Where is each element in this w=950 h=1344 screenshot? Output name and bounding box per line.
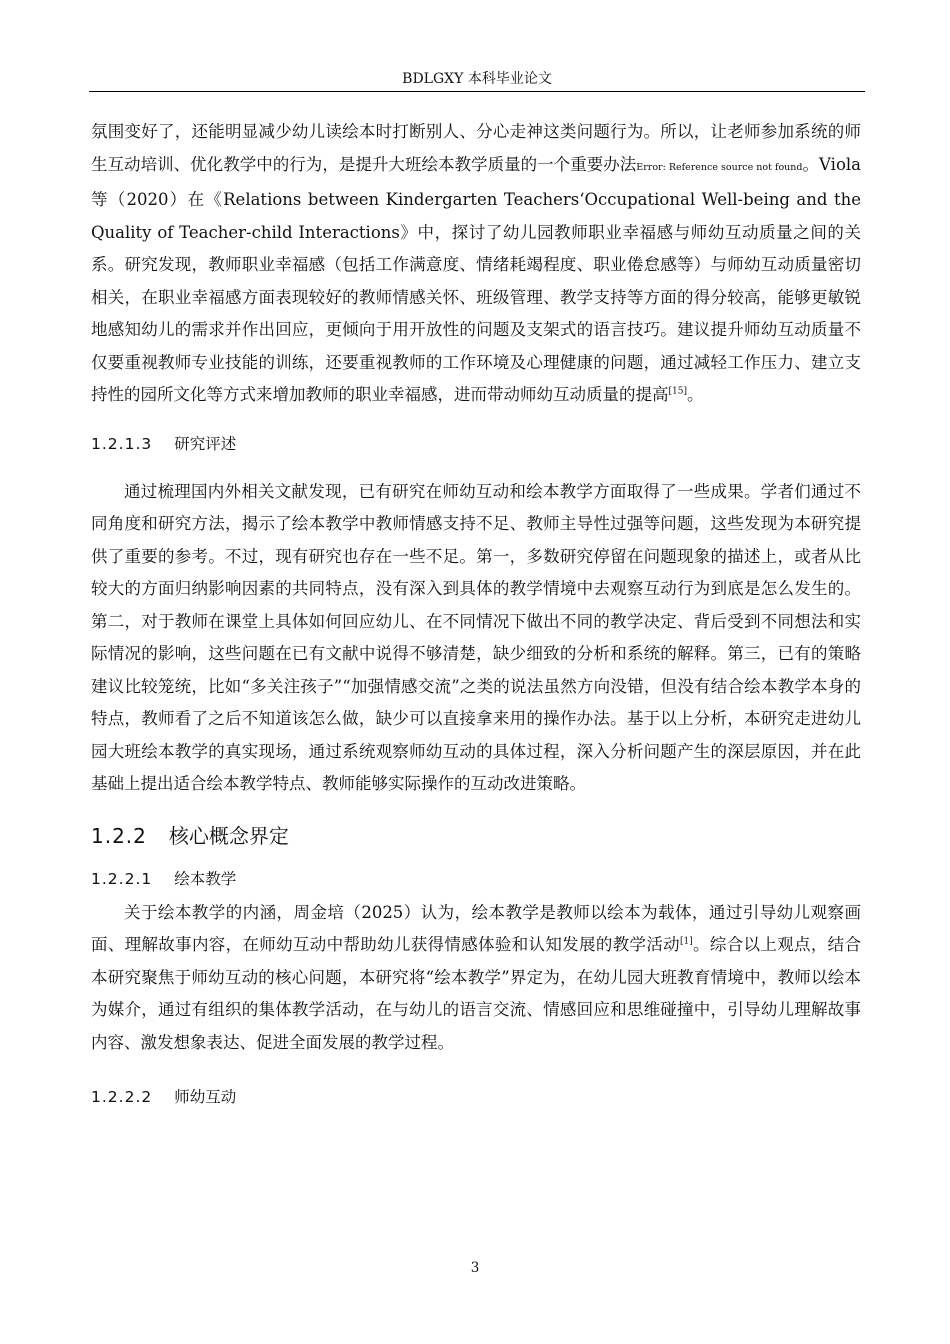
section-number: 1.2.2.1 [91,869,153,888]
paragraph-viola-study [91,116,861,412]
citation-ref[interactable]: [15] [668,386,687,397]
section-title: 绘本教学 [174,869,237,888]
paragraph-text: 。Viola 等（2020）在《Relations between Kindergarten Teachers‘Occupational Well-being and the Quality of Teacher-child Interactions》中，探讨了幼儿园教师职业幸福感与师幼互动质量之间的关系。研究发现，教师职业幸福感（包括工作满意度、情绪耗竭程度、职业倦怠感等）与师幼互动质量密切相关，在职业幸福感方面表现较好的教师情感关怀、班级管理、教学支持等方面的得分较高，能够更敏锐地感知幼儿的需求并作出回应，更倾向于用开放性的问题及支架式的语言技巧。建议提升师幼互动质量不仅要重视教师专业技能的训练，还要重视教师的工作环境及心理健康的问题，通过减轻工作压力、建立支持性的园所文化等方式来增加教师的职业幸福感，进而带动师幼互动质量的提高 [91,154,861,404]
section-number: 1.2.2 [91,823,147,848]
paragraph-text: 。综合以上观点，结合本研究聚焦于师幼互动的核心问题，本研究将“绘本教学”界定为，在幼儿园大班教育情境中，教师以绘本为媒介，通过有组织的集体教学活动，在与幼儿的语言交流、情感回应和思维碰撞中，引导幼儿理解故事内容、激发想象表达、促进全面发展的教学过程。 [91,935,862,1052]
paragraph-text: 。 [686,385,704,404]
paragraph-text: 关于绘本教学的内涵，周金培（2025）认为，绘本教学是教师以绘本为载体，通过引导幼儿观察画面、理解故事内容，在师幼互动中帮助幼儿获得情感体验和认知发展的教学活动 [91,902,861,954]
paragraph-picture-book-teaching [91,897,861,1060]
paragraph-text: 氛围变好了，还能明显减少幼儿读绘本时打断别人、分心走神这类问题行为。所以，让老师参加系统的师生互动培训、优化教学中的行为，是提升大班绘本教学质量的一个重要办法 [91,122,861,174]
header-rule [89,91,865,92]
page-header: BDLGXY 本科毕业论文 [402,71,552,87]
section-number: 1.2.1.3 [91,434,153,453]
section-title: 核心概念界定 [168,823,289,848]
section-heading-1-2-1-3 [91,432,861,456]
section-number: 1.2.2.2 [91,1088,153,1106]
section-heading-1-2-2-1 [91,867,861,891]
section-title: 师幼互动 [174,1088,237,1106]
section-heading-1-2-2 [91,821,861,851]
citation-ref[interactable]: [1] [679,936,693,947]
page-number: 3 [470,1260,480,1276]
reference-error-text: Error: Reference source not found [636,161,803,173]
paragraph-research-review: 通过梳理国内外相关文献发现，已有研究在师幼互动和绘本教学方面取得了一些成果。学者们通过不同角度和研究方法，揭示了绘本教学中教师情感支持不足、教师主导性过强等问题，这些发现为本研究提供了重要的参考。不过，现有研究也存在一些不足。第一，多数研究停留在问题现象的描述上，或者从比较大的方面归纳影响因素的共同特点，没有深入到具体的教学情境中去观察互动行为到底是怎么发生的。第二，对于教师在课堂上具体如何回应幼儿、在不同情况下做出不同的教学决定、背后受到不同想法和实际情况的影响，这些问题在已有文献中说得不够清楚，缺少细致的分析和系统的解释。第三，已有的策略建议比较笼统，比如“多关注孩子”“加强情感交流”之类的说法虽然方向没错，但没有结合绘本教学本身的特点，教师看了之后不知道该怎么做，缺少可以直接拿来用的操作办法。基于以上分析，本研究走进幼儿园大班绘本教学的真实现场，通过系统观察师幼互动的具体过程，深入分析问题产生的深层原因，并在此基础上提出适合绘本教学特点、教师能够实际操作的互动改进策略。 [91,481,861,793]
section-heading-1-2-2-2 [91,1085,861,1109]
page-body [91,116,861,1109]
section-title: 研究评述 [174,434,237,453]
